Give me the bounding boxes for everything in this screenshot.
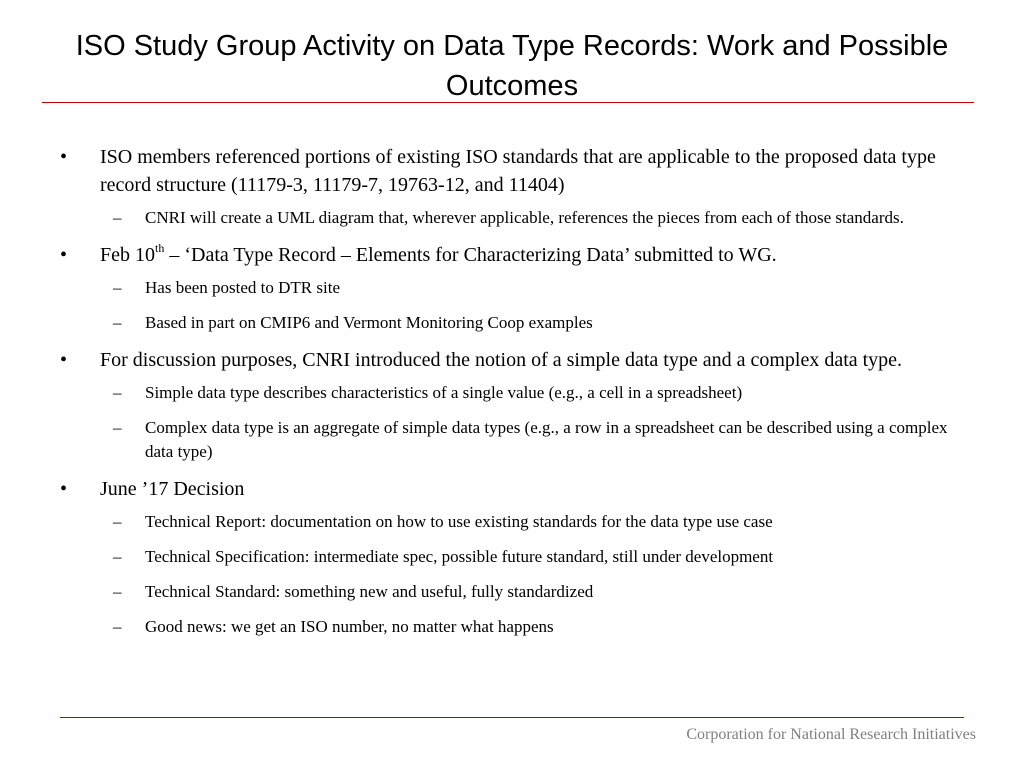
dash-icon: – [113, 208, 122, 227]
dash-icon: – [113, 383, 122, 402]
sub-bullet-item [60, 276, 970, 300]
dash-icon: – [113, 313, 122, 332]
bullet-text: ISO members referenced portions of existing ISO standards that are applicable to the proposed data type record structure (11179-3, 11179-7, 19763-12, and 11404) [100, 146, 936, 196]
slide-title: ISO Study Group Activity on Data Type Records: Work and Possible Outcomes [75, 30, 949, 102]
sub-bullet-text: Based in part on CMIP6 and Vermont Monitoring Coop examples [145, 313, 593, 332]
slide-content [60, 143, 970, 650]
bullet-icon: • [60, 146, 68, 168]
dash-icon: – [113, 512, 122, 531]
sub-bullet-item [60, 545, 970, 569]
bullet-icon: • [60, 478, 68, 500]
sub-bullet-text: Has been posted to DTR site [145, 278, 340, 297]
sub-bullet-item [60, 416, 970, 464]
bullet-item [60, 346, 970, 374]
sub-bullet-item [60, 311, 970, 335]
sub-bullet-text: Technical Standard: something new and useful, fully standardized [145, 582, 594, 601]
dash-icon: – [113, 547, 122, 566]
sub-bullet-item [60, 615, 970, 639]
dash-icon: – [113, 278, 122, 297]
footer-divider [60, 717, 964, 718]
bullet-text-start: Feb 10 [100, 244, 155, 266]
sub-bullet-text: Complex data type is an aggregate of simple data types (e.g., a row in a spreadsheet can be described using a complex data type) [145, 418, 948, 461]
sub-bullet-text: Technical Report: documentation on how to use existing standards for the data type use case [145, 512, 773, 531]
dash-icon: – [113, 582, 122, 601]
sub-bullet-item [60, 580, 970, 604]
sub-bullet-text: Technical Specification: intermediate spec, possible future standard, still under development [145, 547, 774, 566]
title-divider [42, 102, 974, 103]
bullet-item [60, 241, 970, 269]
dash-icon: – [113, 617, 122, 636]
sub-bullet-text: Good news: we get an ISO number, no matter what happens [145, 617, 554, 636]
bullet-item [60, 475, 970, 503]
superscript: th [155, 241, 165, 256]
sub-bullet-text: CNRI will create a UML diagram that, wherever applicable, references the pieces from each of those standards. [145, 208, 904, 227]
sub-bullet-text: Simple data type describes characteristics of a single value (e.g., a cell in a spreadsheet) [145, 383, 743, 402]
bullet-icon: • [60, 349, 68, 371]
footer-organization: Corporation for National Research Initiatives [686, 726, 976, 743]
sub-bullet-item [60, 381, 970, 405]
bullet-item [60, 143, 970, 199]
bullet-text-end: – ‘Data Type Record – Elements for Characterizing Data’ submitted to WG. [164, 244, 777, 266]
bullet-text [100, 241, 777, 266]
bullet-text: June ’17 Decision [100, 478, 245, 500]
sub-bullet-item [60, 510, 970, 534]
bullet-text: For discussion purposes, CNRI introduced the notion of a simple data type and a complex data type. [100, 349, 903, 371]
bullet-icon: • [60, 244, 68, 266]
sub-bullet-item [60, 206, 970, 230]
dash-icon: – [113, 418, 122, 437]
